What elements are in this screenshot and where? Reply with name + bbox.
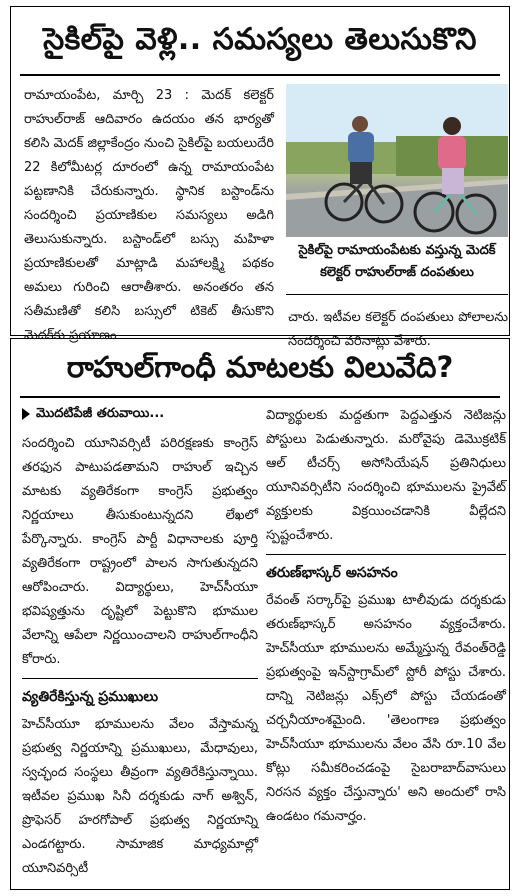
article2-para4: రేవంత్ సర్కార్‌పై ప్రముఖ టాలీవుడు దర్శకుడు తరుణ్‌భాస్కర్ అసహనం వ్యక్తంచేశారు. హెచ్‌సీయూ భూములను అమ్మేస్తున్న రేవంత్‌రెడ్డి ప్రభుత్వంపై ఇన్‌స్టాగ్రామ్‌లో స్టోరీ పోస్టు చేశారు. దాన్ని నెటిజన్లు ఎక్స్‌లో పోస్టు చేయడంతో చర్చనీయాంశమైంది. 'తెలంగాణ ప్రభుత్వం హెచ్‌సీయూ భూములను వేలం వేసి రూ.10 వేల కోట్లు సమీకరించడంపై సైబరాబాద్‌వాసులు నిరసన వ్యక్తం చేస్తున్నారు' అని అందులో రాసి ఉండటం గమనార్హం. bbox=[266, 593, 506, 824]
article2-column-left bbox=[22, 432, 258, 884]
article1-text: రామాయంపేట, మార్చి 23 : మెదక్ కలెక్టర్ రాహుల్‌రాజ్ ఆదివారం ఉదయం తన భార్యతో కలిసి మెదక్ జిల్లాకేంద్రం నుంచి సైకిల్‌పై బయలుదేరి 22 కిలోమీటర్ల దూరంలో ఉన్న రామాయంపేట పట్టణానికి చేరుకున్నారు. స్థానిక బస్టాండ్‌ను సందర్శించి ప్రయాణికుల సమస్యలు అడిగి తెలుసుకున్నారు. బస్టాండ్‌లో బస్సు మహిళా ప్రయాణికులతో మాట్లాడి మహాలక్ష్మి పథకం అమలు గురించి ఆరాతీశారు. అనంతరం తన సతీమణితో కలిసి బస్సులో టికెట్ తీసుకొని మెదక్‌కు ప్రయాణం bbox=[24, 88, 274, 343]
kicker bbox=[22, 402, 164, 426]
article2-para2: హెచ్‌సీయూ భూములను వేలం వేస్తామన్న ప్రభుత్వ నిర్ణయాన్ని ప్రముఖులు, మేధావులు, స్వచ్ఛంద సంస్థలు తీవ్రంగా వ్యతిరేకిస్తున్నాయి. ఇటీవల ప్రముఖ సినీ దర్శకుడు నాగ్ అశ్విన్, ప్రొఫెసర్ హరగోపాల్ ప్రభుత్వ నిర్ణయాన్ని ఎండగట్టారు. సామాజిక మాధ్యమాల్లో యూనివర్సిటీ bbox=[22, 717, 258, 876]
headline-rule bbox=[20, 74, 500, 76]
article1-body bbox=[24, 84, 274, 343]
triangle-bullet-icon bbox=[22, 408, 30, 420]
divider bbox=[22, 678, 258, 679]
article1-continuation-text: చారు. ఇటీవల కలెక్టర్ దంపతులు పోలాలను సందర్శించి వరినాట్లు వేశారు. bbox=[288, 310, 508, 349]
kicker-row bbox=[22, 402, 258, 430]
article1-headline: సైకిల్‌పై వెళ్లి.. సమస్యలు తెలుసుకొని bbox=[43, 22, 477, 57]
cycling-photo bbox=[286, 84, 508, 237]
headline2-rule bbox=[20, 396, 500, 398]
kicker-text: మొదటిపేజీ తరువాయి... bbox=[36, 406, 165, 421]
subhead-opposition: వ్యతిరేకిస్తున్న ప్రముఖులు bbox=[22, 689, 159, 705]
subhead-tarun-bhascker: తరుణ్‌భాస్కర్ అసహనం bbox=[266, 565, 398, 581]
cycling-couple-image bbox=[286, 84, 508, 237]
article2-column-right bbox=[266, 404, 506, 884]
photo-caption: సైకిల్‌పై రామాయంపేటకు వస్తున్న మెదక్ కలెక్టర్ రాహుల్‌రాజ్ దంపతులు bbox=[286, 240, 508, 295]
article2-headline: రాహుల్‌గాంధీ మాటలకు విలువేది? bbox=[66, 350, 454, 384]
article1-continuation bbox=[288, 306, 508, 349]
newspaper-page bbox=[4, 4, 516, 892]
divider bbox=[266, 554, 506, 555]
article2-para1: సందర్శించి యూనివర్సిటీ పరిరక్షణకు కాంగ్రెస్ తరఫున పాటుపడతామని రాహుల్ ఇచ్చిన మాటకు వ్యతిరేకంగా కాంగ్రెస్ ప్రభుత్వం నిర్ణయాలు తీసుకుంటున్నదని లేఖలో పేర్కొన్నారు. కాంగ్రెస్ పార్టీ విధానాలకు పూర్తి వ్యతిరేకంగా రాష్ట్రంలో పాలన సాగుతున్నదని ఆరోపించారు. విద్యార్థులు, హెచ్‌సీయూ భవిష్యత్తును దృష్టిలో పెట్టుకొని భూముల వేలాన్ని ఆపేలా నిర్ణయించాలని రాహుల్‌గాంధీని కోరారు. bbox=[22, 436, 258, 667]
article2-para3: విద్యార్థులకు మద్దతుగా పెద్దఎత్తున నెటిజన్లు పోస్టులు పెడుతున్నారు. మరోవైపు డెమొక్రటిక్ ఆల్ టీచర్స్ అసోసియేషన్ ప్రతినిధులు యూనివర్సిటీని సందర్శించి భూములను ప్రైవేట్ వ్యక్తులకు విక్రయించడానికి వీల్లేదని స్పష్టంచేశారు. bbox=[266, 408, 506, 543]
